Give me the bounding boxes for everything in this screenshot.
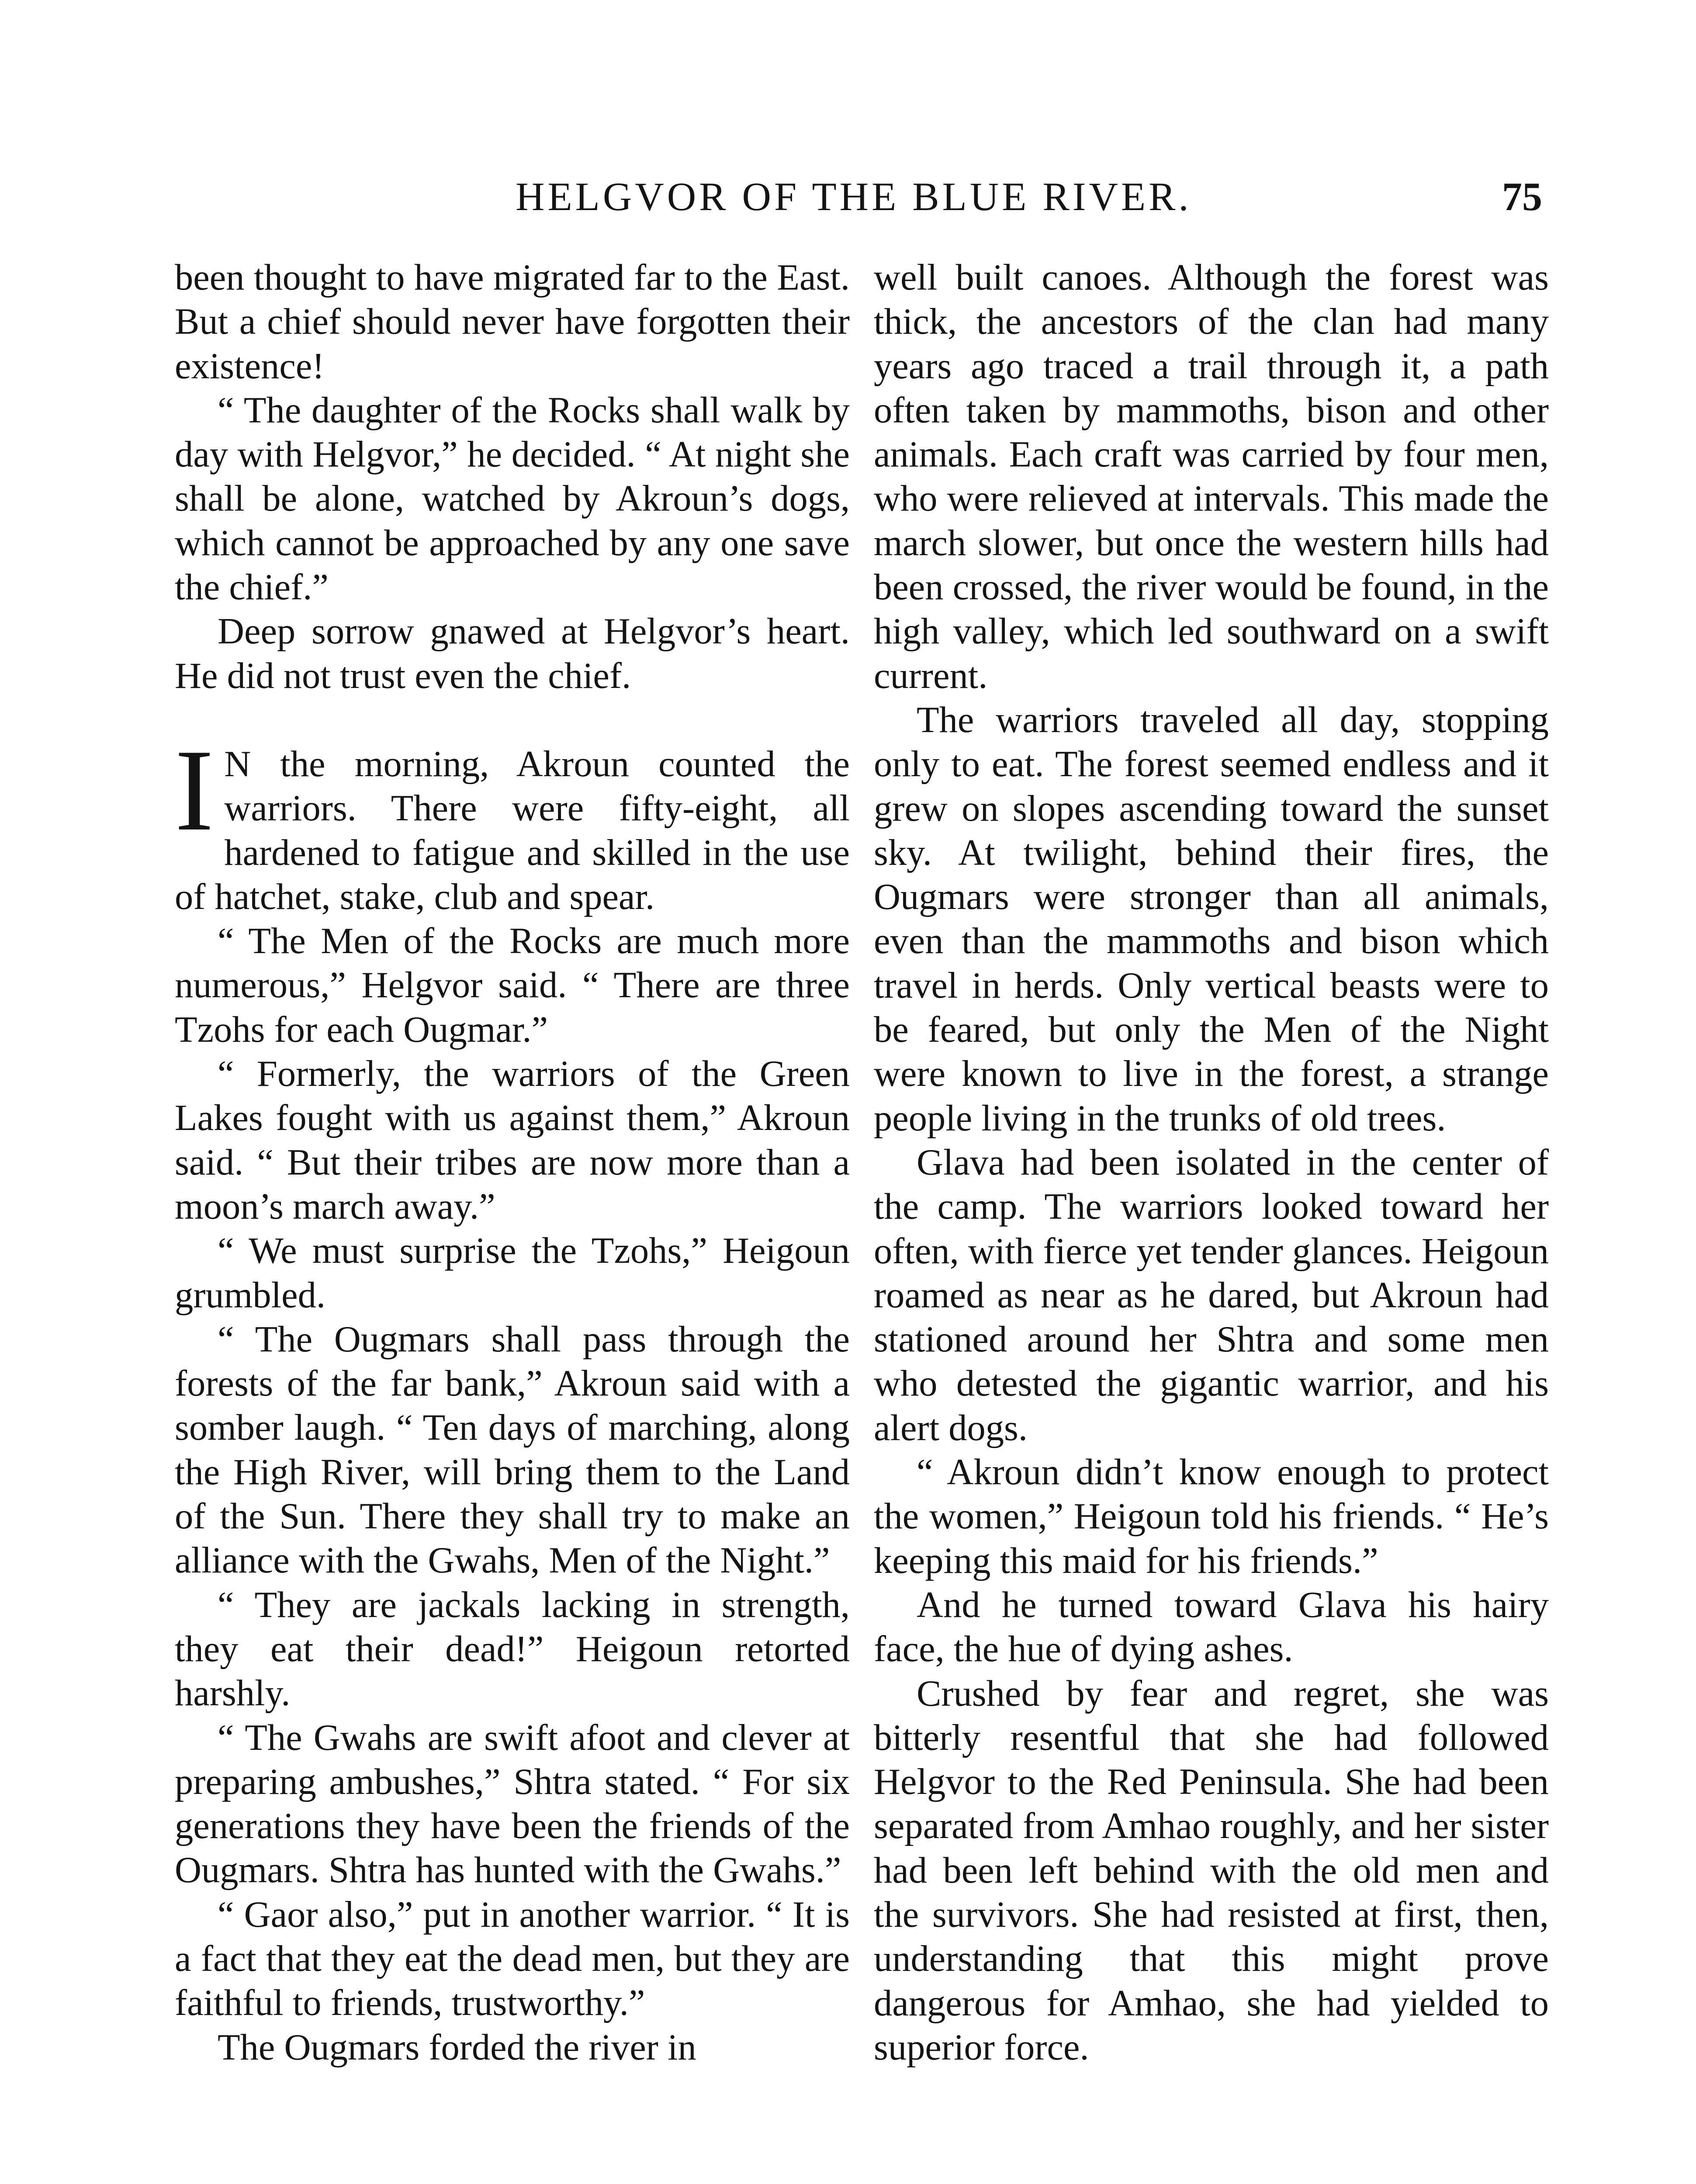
paragraph: “ They are jackals lacking in strength, they eat their dead!” Heigoun retorted harshly. [175,1584,850,1714]
running-title: HELGVOR OF THE BLUE RIVER. [516,174,1192,219]
paragraph: “ We must surprise the Tzohs,” Heigoun grumbled. [175,1230,850,1316]
paragraph: “ The daughter of the Rocks shall walk by day with Helgvor,” he decided. “ At night she shall be alone, watched by Akroun’s dogs, which cannot be approached by any one save the chief.” [175,390,850,608]
paragraph: “ The Ougmars shall pass through the forests of the far bank,” Akroun said with a somber laugh. “ Ten days of marching, along the High River, will bring them to the Land of the Sun. There they shall try to make an alliance with the Gwahs, Men of the Night.” [175,1319,850,1581]
right-column [874,256,1549,2070]
paragraph-text: N the morning, Akroun counted the warriors. There were fifty-eight, all hardened to fatigue and skilled in the use of hatchet, stake, club and spear. [175,743,850,917]
running-head [175,173,1542,221]
paragraph: “ The Gwahs are swift afoot and clever at preparing ambushes,” Shtra stated. “ For six generations they have been the friends of the Ougmars. Shtra has hunted with the Gwahs.” [175,1717,850,1891]
paragraph: Glava had been isolated in the center of the camp. The warriors looked toward her often, with fierce yet tender glances. Heigoun roamed as near as he dared, but Akroun had stationed around her Shtra and some men who detested the gigantic warrior, and his alert dogs. [874,1142,1549,1448]
paragraph: Crushed by fear and regret, she was bitterly resentful that she had followed Helgvor to the Red Peninsula. She had been separated from Amhao roughly, and her sister had been left behind with the old men and the survivors. She had resisted at first, then, understanding that this might prove dangerous for Amhao, she had yielded to superior force. [874,1673,1549,2068]
paragraph: “ Akroun didn’t know enough to protect the women,” Heigoun told his friends. “ He’s keeping this maid for his friends.” [874,1452,1549,1581]
paragraph: been thought to have migrated far to the East. But a chief should never have forgotten their existence! [175,257,850,387]
paragraph: “ Formerly, the warriors of the Green Lakes fought with us against them,” Akroun said. “ But their tribes are now more than a moon’s march away.” [175,1054,850,1227]
paragraph: The Ougmars forded the river in [218,2027,696,2068]
paragraph: “ Gaor also,” put in another warrior. “ It is a fact that they eat the dead men, but they are faithful to friends, trustworthy.” [175,1894,850,2024]
paragraph: Deep sorrow gnawed at Helgvor’s heart. He did not trust even the chief. [175,611,850,696]
page-number: 75 [1502,174,1542,219]
paragraph: “ The Men of the Rocks are much more numerous,” Helgvor said. “ There are three Tzohs for each Ougmar.” [175,921,850,1050]
paragraph: well built canoes. Although the forest was thick, the ancestors of the clan had many years ago traced a trail through it, a path often taken by mammoths, bison and other animals. Each craft was carried by four men, who were relieved at intervals. This made the march slower, but once the western hills had been crossed, the river would be found, in the high valley, which led southward on a swift current. [874,257,1549,696]
drop-cap: I [175,725,214,855]
paragraph: And he turned toward Glava his hairy face, the hue of dying ashes. [874,1584,1549,1670]
left-column [175,256,850,2070]
paragraph: The warriors traveled all day, stopping only to eat. The forest seemed endless and it grew on slopes ascending toward the sunset sky. At twilight, behind their fires, the Ougmars were stronger than all animals, even than the mammoths and bison which travel in herds. Only vertical beasts were to be feared, but only the Men of the Night were known to live in the forest, a strange people living in the trunks of old trees. [874,699,1549,1139]
section-opening-paragraph [175,725,850,919]
